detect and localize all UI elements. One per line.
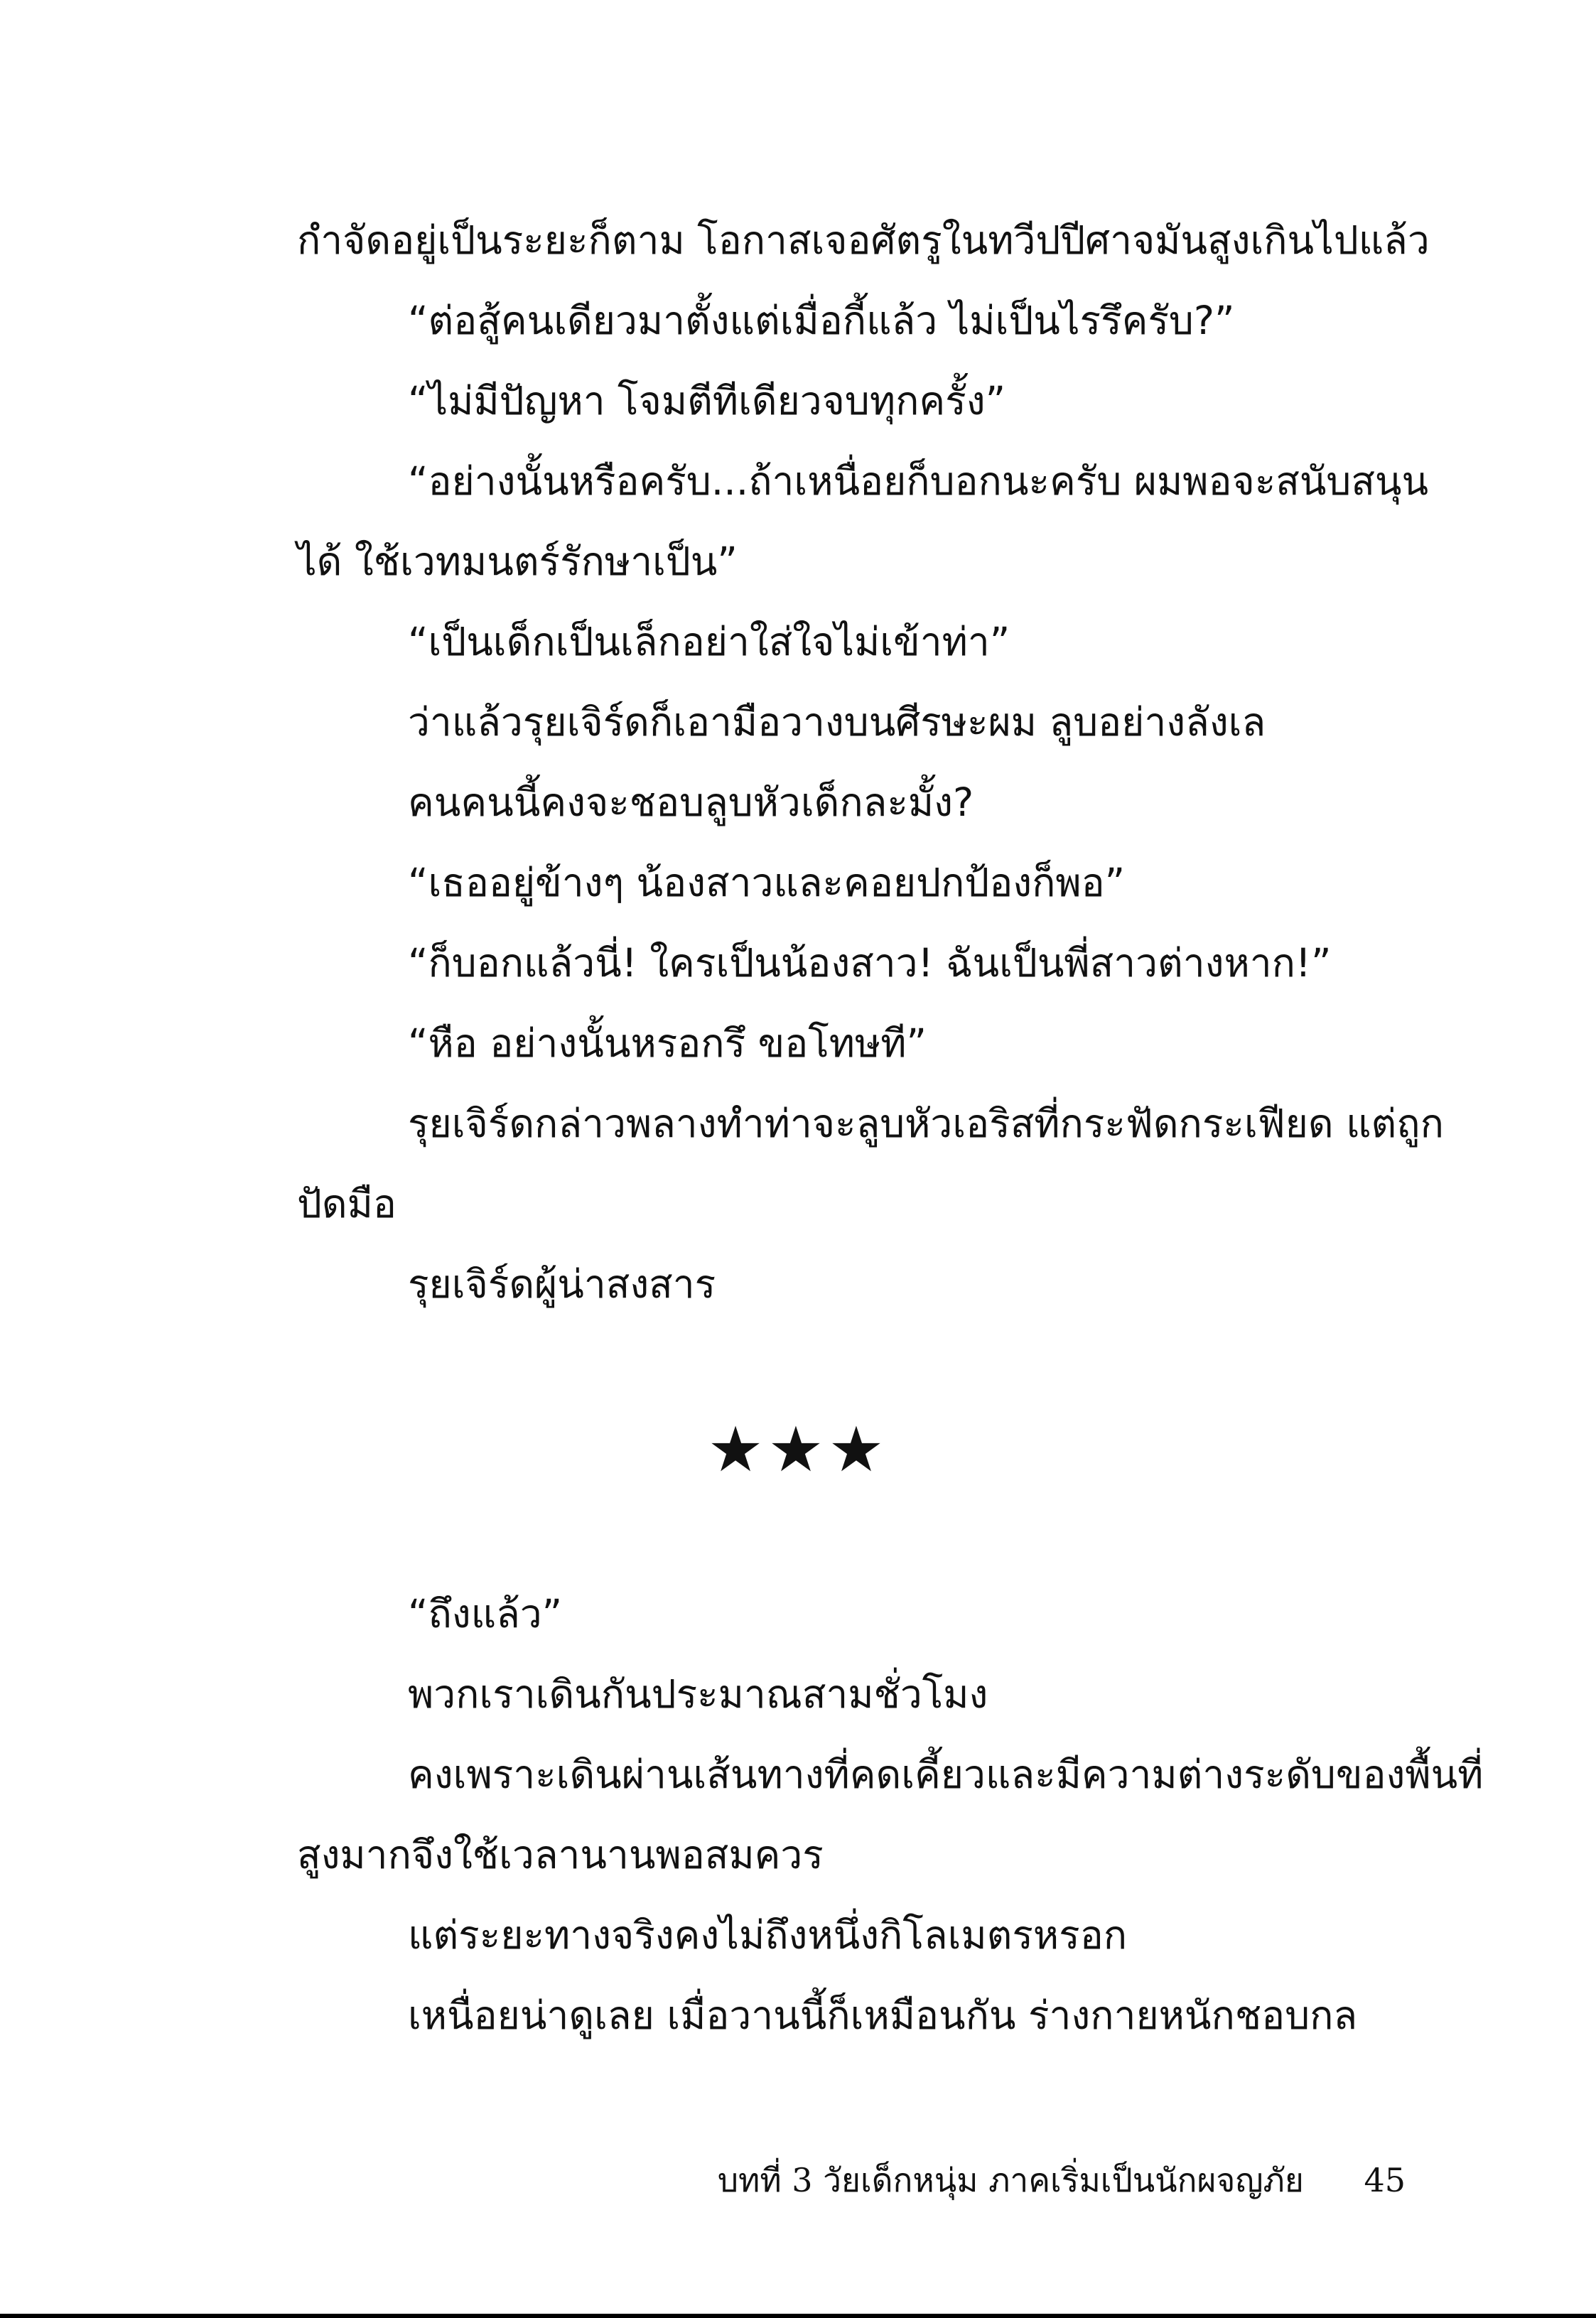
paragraph-line: “ถึงแล้ว” — [408, 1591, 563, 1637]
paragraph-line: แต่ระยะทางจริงคงไม่ถึงหนึ่งกิโลเมตรหรอก — [408, 1912, 1128, 1958]
paragraph-line: ว่าแล้วรุยเจิร์ดก็เอามือวางบนศีรษะผม ลูบอย่างลังเล — [408, 699, 1266, 745]
page-footer — [711, 2152, 1406, 2209]
paragraph-line: เหนื่อยน่าดูเลย เมื่อวานนี้ก็เหมือนกัน ร่างกายหนักชอบกล — [408, 1993, 1358, 2038]
paragraph-line: “หือ อย่างนั้นหรอกรึ ขอโทษที” — [408, 1020, 927, 1066]
paragraph-line: พวกเราเดินกันประมาณสามชั่วโมง — [408, 1671, 988, 1717]
scene-break-stars: ★★★ — [707, 1413, 889, 1486]
paragraph-line: “เป็นเด็กเป็นเล็กอย่าใส่ใจไม่เข้าท่า” — [408, 619, 1010, 664]
running-chapter-title: บทที่ 3 วัยเด็กหนุ่ม ภาคเริ่มเป็นนักผจญภัย — [717, 2161, 1304, 2199]
paragraph-line: คนคนนี้คงจะชอบลูบหัวเด็กละมั้ง? — [408, 780, 974, 825]
paragraph-line: รุยเจิร์ดผู้น่าสงสาร — [408, 1261, 716, 1307]
paragraph-line: “เธออยู่ข้างๆ น้องสาวและคอยปกป้องก็พอ” — [408, 860, 1126, 905]
page-number: 45 — [1364, 2161, 1406, 2199]
paragraph-line: สูงมากจึงใช้เวลานานพอสมควร — [297, 1832, 824, 1877]
paragraph-line: “อย่างนั้นหรือครับ...ถ้าเหนื่อยก็บอกนะครับ ผมพอจะสนับสนุน — [408, 458, 1429, 504]
paragraph-line: “ก็บอกแล้วนี่! ใครเป็นน้องสาว! ฉันเป็นพี่สาวต่างหาก!” — [408, 940, 1332, 986]
paragraph-line: ปัดมือ — [297, 1181, 397, 1227]
paragraph-line: “ไม่มีปัญหา โจมตีทีเดียวจบทุกครั้ง” — [408, 378, 1006, 424]
paragraph-line: “ต่อสู้คนเดียวมาตั้งแต่เมื่อกี้แล้ว ไม่เป็นไรรึครับ?” — [408, 298, 1235, 343]
bottom-edge-rule — [0, 2314, 1596, 2318]
body-text-top — [297, 200, 1444, 1325]
paragraph-line: กำจัดอยู่เป็นระยะก็ตาม โอกาสเจอศัตรูในทวีปปีศาจมันสูงเกินไปแล้ว — [297, 217, 1430, 263]
body-text-bottom — [297, 1574, 1484, 2056]
paragraph-line: คงเพราะเดินผ่านเส้นทางที่คดเคี้ยวและมีความต่างระดับของพื้นที่ — [408, 1752, 1484, 1797]
paragraph-line: ได้ ใช้เวทมนตร์รักษาเป็น” — [297, 539, 738, 584]
paragraph-line: รุยเจิร์ดกล่าวพลางทำท่าจะลูบหัวเอริสที่กระฟัดกระเฟียด แต่ถูก — [408, 1101, 1444, 1146]
